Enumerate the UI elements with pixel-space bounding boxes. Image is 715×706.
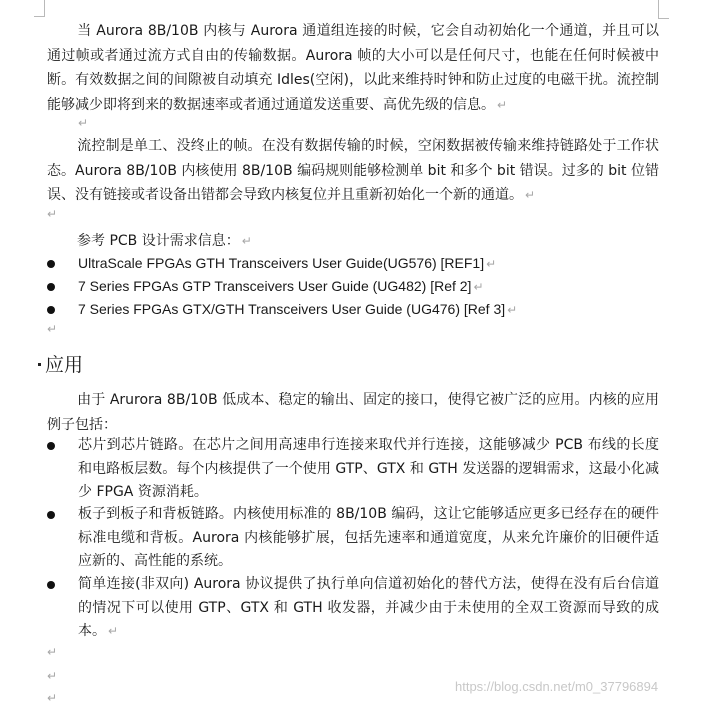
application-item: 芯片到芯片链路。在芯片之间用高速串行连接来取代并行连接，这能够减少 PCB 布线的长度和电路板层数。每个内核提供了一个使用 GTP、GTX 和 GTH 发送器的逻辑需求，这最小化减少 FPGA 资源消耗。: [47, 434, 659, 505]
paragraph-aurora-intro: 当 Aurora 8B/10B 内核与 Aurora 通道组连接的时候，它会自动初始化一个通道，并且可以通过帧或者通过流方式自由的传输数据。Aurora 帧的大小可以是任何尺寸，也能在任何时候被中断。有效数据之间的间隙被自动填充 Idles(空闲)，以此来维持时钟和防止过度的电磁干扰。流控制能够减少即将到来的数据速率或者通过通道发送重要、高优先级的信息。 ↵: [47, 23, 659, 113]
empty-paragraph-mark: ↵: [78, 116, 89, 130]
margin-corner-mark: [658, 0, 669, 19]
watermark-url: https://blog.csdn.net/m0_37796894: [455, 679, 659, 694]
paragraph-mark: ↵: [497, 97, 508, 112]
bullet-icon: [47, 260, 55, 268]
paragraph-mark: ↵: [486, 257, 497, 271]
empty-paragraph-mark: ↵: [47, 691, 58, 705]
bullet-icon: [47, 511, 55, 519]
empty-paragraph-mark: ↵: [47, 645, 58, 659]
paragraph-flow-control: 流控制是单工、没终止的帧。在没有数据传输的时候，空闲数据被传输来维持链路处于工作状态。Aurora 8B/10B 内核使用 8B/10B 编码规则能够检测单 bit 和多个 bit 错误。过多的 bit 位错误、没有链接或者设备出错都会导致内核复位并且重新初始化一个新的通道。 ↵: [47, 138, 659, 203]
paragraph-application-intro: 由于 Arurora 8B/10B 低成本、稳定的输出、固定的接口，使得它被广泛的应用。内核的应用例子包括：: [47, 392, 659, 433]
empty-paragraph-mark: ↵: [47, 207, 58, 221]
paragraph-mark: ↵: [241, 234, 252, 248]
bullet-icon: [47, 442, 55, 450]
empty-paragraph-mark: ↵: [47, 669, 58, 683]
reference-item: UltraScale FPGAs GTH Transceivers User Guide(UG576) [REF1] ↵: [47, 252, 659, 277]
paragraph-mark: ↵: [108, 624, 119, 638]
paragraph-mark: ↵: [525, 188, 536, 202]
paragraph-reference-intro: 参考 PCB 设计需求信息： ↵: [77, 233, 252, 249]
paragraph-mark: ↵: [473, 280, 484, 294]
reference-item: 7 Series FPGAs GTX/GTH Transceivers User Guide (UG476) [Ref 3] ↵: [47, 298, 659, 323]
paragraph-mark: ↵: [507, 303, 518, 317]
reference-item: 7 Series FPGAs GTP Transceivers User Guide (UG482) [Ref 2] ↵: [47, 275, 659, 300]
heading-marker-icon: [38, 363, 41, 366]
bullet-icon: [47, 283, 55, 291]
empty-paragraph-mark: ↵: [47, 322, 58, 336]
bullet-icon: [47, 306, 55, 314]
application-item: 板子到板子和背板链路。内核使用标准的 8B/10B 编码，这让它能够适应更多已经存在的硬件标准电缆和背板。Aurora 内核能够扩展，包括先速率和通道宽度，从来允许廉价的旧硬件适应新的、高性能的系统。: [47, 503, 659, 574]
section-heading: 应用: [38, 352, 83, 378]
bullet-icon: [47, 581, 55, 589]
application-item: 简单连接(非双向) Aurora 协议提供了执行单向信道初始化的替代方法，使得在没有后台信道的情况下可以使用 GTP、GTX 和 GTH 收发器，并减少由于未使用的全双工资源而导致的成本。 ↵: [47, 573, 659, 644]
margin-corner-mark: [34, 0, 45, 17]
